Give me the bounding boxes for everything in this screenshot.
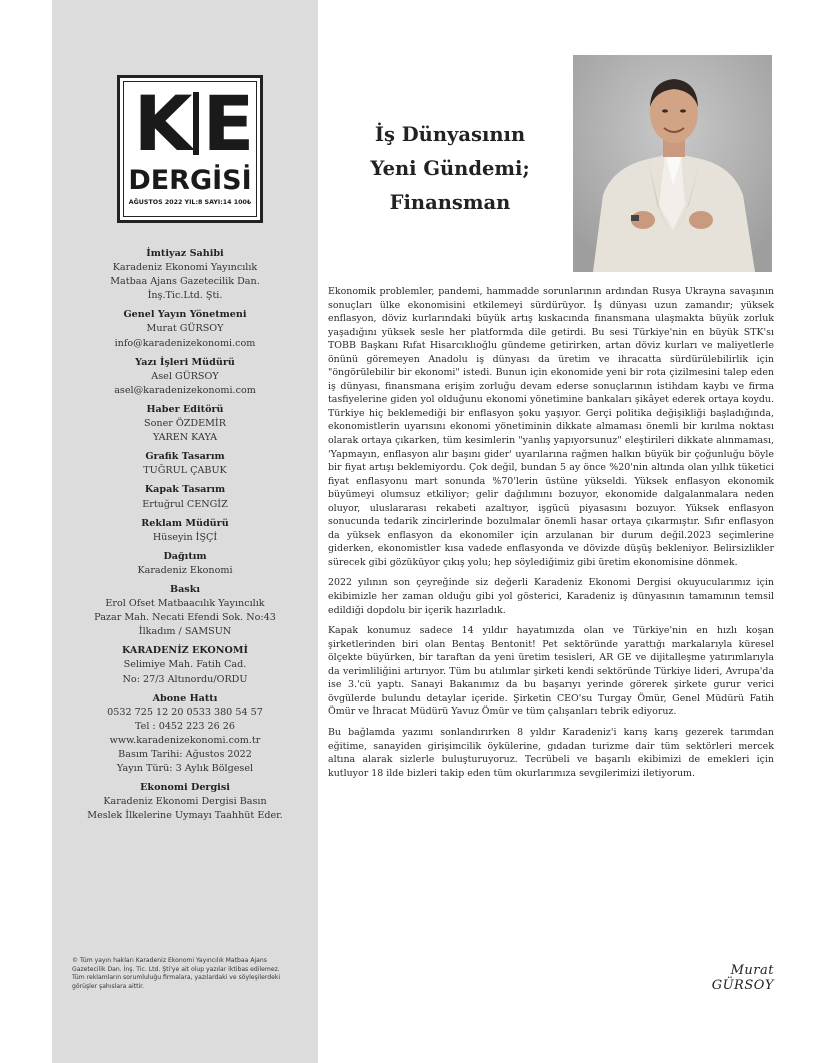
copyright-notice: © Tüm yayın hakları Karadeniz Ekonomi Yayıncılık Matbaa Ajans Gazetecilik Dan. İnş. Tic. Ltd. Şti'ye ait olup yazılar iktibas edilemez. Tüm reklamların sorumluluğu firmalara, yazılardaki ve söyleşilerdeki görüşler şahıslara aittir. <box>72 957 281 990</box>
credit-block <box>62 403 308 445</box>
article-paragraph: Bu bağlamda yazımı sonlandırırken 8 yıldır Karadeniz'i karış karış gezerek tarımdan eğitime, sanayiden girişimcilik öykülerine, gıdadan turizme dair tüm sektörleri mercek altına alarak sizlerle buluşturuyoruz. Tecrübeli ve başarılı ekibimizi de emekleri için kutluyor 18 ilde bizleri takip eden tüm okurlarımıza sevgilerimizi iletiyorum. <box>328 726 774 779</box>
credit-title: İmtiyaz Sahibi <box>146 248 224 259</box>
credit-block <box>62 450 308 478</box>
credit-line: Yayın Türü: 3 Aylık Bölgesel <box>116 763 254 775</box>
logo-word: DERGİSİ <box>128 165 252 196</box>
credit-line: Meslek İlkelerine Uymayı Taahhüt Eder. <box>87 810 283 822</box>
logo-letters <box>130 79 256 168</box>
title-line: Finansman <box>389 191 511 214</box>
credit-block <box>62 781 308 823</box>
credit-line: Hüseyin İŞÇİ <box>152 531 218 543</box>
article-title <box>330 118 570 220</box>
credit-line: Murat GÜRSOY <box>146 323 224 335</box>
credit-line: Soner ÖZDEMİR <box>144 418 226 430</box>
credit-block <box>62 308 308 350</box>
credit-line: Ertuğrul CENGİZ <box>142 498 228 510</box>
credit-block <box>62 517 308 545</box>
credit-title: Baskı <box>169 583 201 595</box>
credit-title: Ekonomi Dergisi <box>140 782 230 794</box>
credit-line: asel@karadenizekonomi.com <box>114 384 256 396</box>
article-body <box>328 285 774 787</box>
title-line: İş Dünyasının <box>374 123 526 146</box>
magazine-logo <box>117 75 263 223</box>
author-photo <box>573 55 772 272</box>
credit-line: Karadeniz Ekonomi Yayıncılık <box>112 262 258 274</box>
credit-line: Basım Tarihi: Ağustos 2022 <box>118 749 252 760</box>
credit-block <box>62 692 308 777</box>
credit-block <box>62 644 308 686</box>
credit-title: KARADENİZ EKONOMİ <box>121 645 249 657</box>
credit-line: info@karadenizekonomi.com <box>114 337 256 349</box>
credit-block <box>62 356 308 398</box>
article-paragraph: 2022 yılının son çeyreğinde siz değerli Karadeniz Ekonomi Dergisi okuyucularımız için ekibimizle her zaman olduğu gibi yol gösterici, Karadeniz iş dünyasının tamamının temsil edildiği dopdolu bir içerik hazırladık. <box>328 577 774 616</box>
credit-title: Haber Editörü <box>146 403 224 415</box>
credit-line: Erol Ofset Matbaacılık Yayıncılık <box>105 598 265 610</box>
credit-line: Selimiye Mah. Fatih Cad. <box>123 659 247 671</box>
author-signature: Murat GÜRSOY <box>711 963 774 993</box>
author-portrait-illustration <box>573 55 772 272</box>
credit-line: Asel GÜRSOY <box>151 370 219 382</box>
credit-block <box>62 550 308 578</box>
credit-title: Kapak Tasarım <box>144 484 226 496</box>
logo-letter-k: K <box>133 79 191 168</box>
credit-title: Dağıtım <box>163 550 207 562</box>
title-line: Yeni Gündemi; <box>370 157 530 180</box>
credit-line: 0532 725 12 20 0533 380 54 57 <box>107 706 263 718</box>
masthead-credits <box>62 247 308 828</box>
article-paragraph: Kapak konumuz sadece 14 yıldır hayatımızda olan ve Türkiye'nin en hızlı koşan şirketlerinden biri olan Bentaş Bentonit! Pet sektöründe yarattığı markalarıyla küresel ölçekte büyürken, bir taraftan da yeni üretim tesisleri, AR GE ve dijitalleşme yatırımlarıyla da verimliliğini artırıyor. Tüm bu atılımlar şirketi kendi sektöründe Türkiye lideri, Avrupa'da ise 3.'cü yaptı. Sanayi Bakanımız da bu başarıyı yerinde görerek şirkete gurur verici övgülerde bulundu detaylar içeride. Şirketin CEO'su Turgay Ömür, Genel Müdürü Fatih Ömür ve İhracat Müdürü Yavuz Ömür ve tüm çalışanları tebrik ediyoruz. <box>328 625 774 718</box>
credit-title: Yazı İşleri Müdürü <box>135 356 235 368</box>
credit-line: İnş.Tic.Ltd. Şti. <box>147 290 223 302</box>
logo-divider-bar <box>193 92 199 155</box>
logo-issue-line: AĞUSTOS 2022 YIL:8 SAYI:14 100₺ <box>128 199 252 206</box>
credit-line: Karadeniz Ekonomi <box>137 564 233 576</box>
credit-title: Genel Yayın Yönetmeni <box>123 309 247 321</box>
credit-line: Tel : 0452 223 26 26 <box>134 720 236 732</box>
credit-title: Grafik Tasarım <box>145 451 225 463</box>
credit-title: Abone Hattı <box>152 692 218 704</box>
credit-line: YAREN KAYA <box>152 432 218 444</box>
logo-letter-e: E <box>202 79 253 168</box>
article-paragraph: Ekonomik problemler, pandemi, hammadde sorunlarının ardından Rusya Ukrayna savaşının sonuçları ülke ekonomisini etkilemeyi sürdürüyor. İş dünyası uzun zamandır; yüksek enflasyon, döviz kurlarındaki büyük artış kıskacında finansmana ulaşmakta büyük zorluk yaşadığını yüksek sesle her platformda dile getirdi. Bu sesi Türkiye'nin en büyük STK'sı TOBB Başkanı Rıfat Hisarcıklıoğlu gündeme getirirken, artan döviz kurları ve maliyetlerle önünü göremeyen Anadolu iş dünyası da üretim ve ihracatta sürdürülebilirlik için "öngörülebilir bir ekonomi" istedi. Bunun için ekonomide yeni bir rota çizilmesini talep eden iş dünyası, finansmana erişim zorluğu devam ederse sonuçlarının istihdam kaybı ve firma tasfiyelerine giden yol olduğunu ekonomi yönetimine bankaları şikâyet ederek ortaya koydu. Türkiye hiç beklemediği bir enflasyon şoku yaşıyor. Gerçi politika değişikliği başladığında, ekonomistlerin uyarısını ekonomi yönetiminin dikkate almaması önemli bir kırılma noktası olarak ortaya çıkarken, tüm kesimlerin "yanlış yapıyorsunuz" eleştirileri dikkate alınmaması, 'Yapmayın, enflasyon alır başını gider' uyarılarına rağmen halkın büyük bir çoğunluğu böyle bir fiyat artışı beklemiyordu. Çok değil, bundan 5 ay önce %20'nin altında olan yıllık tüketici fiyat enflasyonu mart sonunda %70'lerin üstüne yükseldi. Yüksek enflasyon ekonomik büyümeyi olumsuz etkiliyor; gelir dağılımını bozuyor, ekonomide dalgalanmalara neden oluyor, uluslararası rekabeti azaltıyor, işgücü piyasasını bozuyor. Yüksek enflasyon sonucunda tedarik zincirlerinde bozulmalar önemli hasar ortaya çıkarmıştır. Sıfır enflasyon da yüksek enflasyon da ekonomiler için arzulanan bir durum değil.2023 seçimlerine giderken, ekonomistler kısa vadede enflasyonda ve dövizde düşüş bekleniyor. Belirsizlikler sürecek gibi gözüküyor çıkış yolu; hep söylediğimiz gibi üretim ekonomisine dönmek. <box>328 286 774 568</box>
credit-line: Karadeniz Ekonomi Dergisi Basın <box>103 796 267 808</box>
credit-block <box>62 247 308 303</box>
credit-block <box>62 583 308 639</box>
credit-line: TUĞRUL ÇABUK <box>143 465 227 477</box>
credit-line: Pazar Mah. Necati Efendi Sok. No:43 <box>94 612 276 624</box>
credit-title: Reklam Müdürü <box>141 517 229 529</box>
credit-line: Matbaa Ajans Gazetecilik Dan. <box>110 276 260 288</box>
credit-line: İlkadım / SAMSUN <box>138 626 232 638</box>
credit-line: www.karadenizekonomi.com.tr <box>109 734 261 746</box>
logo-inner-frame <box>123 81 257 217</box>
credit-line: No: 27/3 Altınordu/ORDU <box>122 673 248 685</box>
credit-block <box>62 483 308 511</box>
